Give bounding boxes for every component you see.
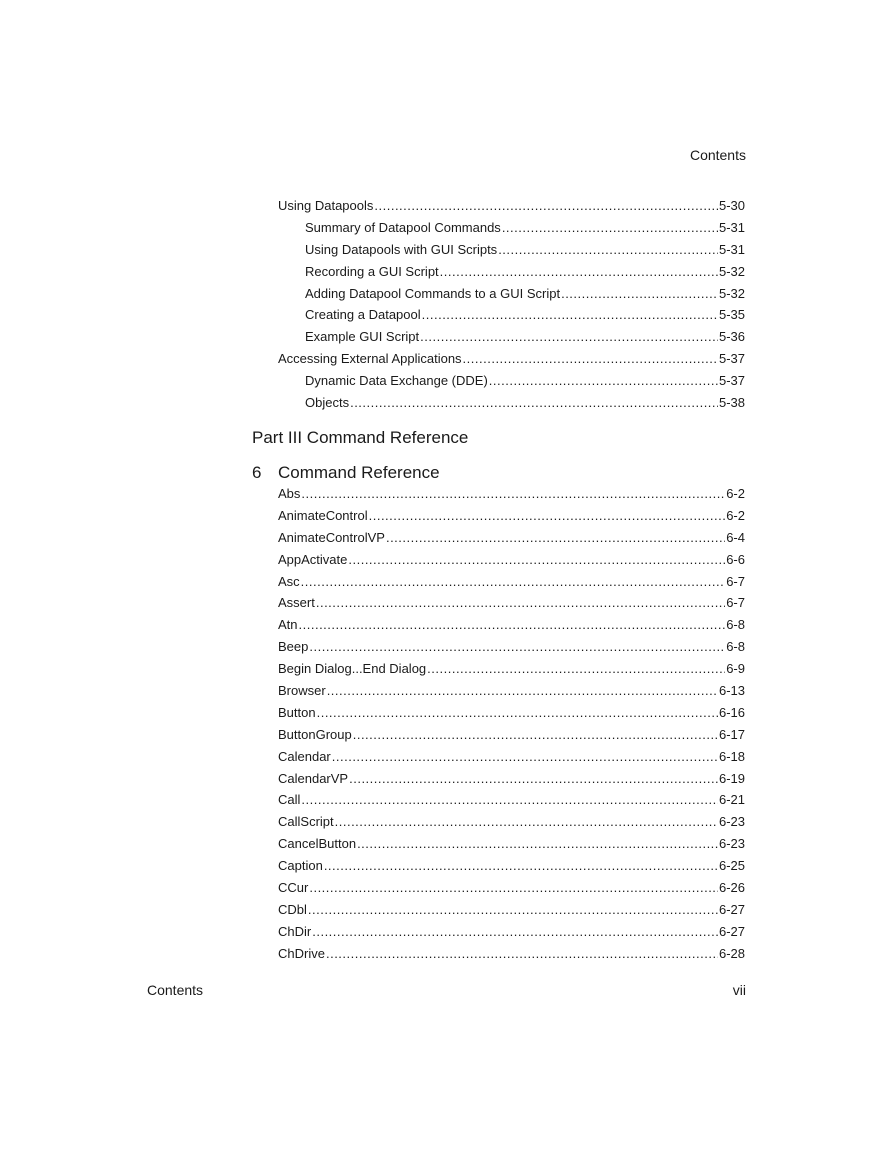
dot-leader bbox=[301, 792, 718, 807]
dot-leader bbox=[489, 373, 718, 388]
toc-entry-page: 5-31 bbox=[718, 241, 745, 257]
toc-entry-page: 6-27 bbox=[718, 901, 745, 917]
toc-entry[interactable] bbox=[278, 198, 745, 220]
dot-leader bbox=[502, 220, 718, 235]
toc-entry-title: CancelButton bbox=[278, 836, 357, 852]
dot-leader bbox=[440, 264, 718, 279]
footer-label: Contents bbox=[147, 982, 204, 998]
toc-entry-page: 6-6 bbox=[726, 551, 745, 567]
dot-leader bbox=[374, 198, 718, 213]
toc-entry-page: 6-16 bbox=[718, 704, 745, 720]
toc-entry-page: 5-32 bbox=[718, 285, 745, 301]
toc-entry-title: Summary of Datapool Commands bbox=[305, 219, 501, 235]
toc-entry-page: 6-13 bbox=[718, 683, 745, 699]
toc-entry-title: Browser bbox=[278, 683, 326, 699]
toc-entry[interactable] bbox=[278, 220, 745, 242]
chapter-number: 6 bbox=[252, 463, 262, 482]
dot-leader bbox=[357, 836, 718, 851]
toc-entry-title: Using Datapools bbox=[278, 198, 374, 213]
toc-entry-page: 6-27 bbox=[718, 923, 745, 939]
toc-section-list bbox=[278, 198, 745, 417]
toc-entry[interactable] bbox=[278, 286, 745, 308]
toc-entry[interactable] bbox=[278, 836, 745, 858]
toc-entry[interactable] bbox=[278, 661, 745, 683]
toc-entry[interactable] bbox=[278, 792, 745, 814]
toc-entry-title: Creating a Datapool bbox=[305, 307, 421, 323]
toc-entry[interactable] bbox=[278, 242, 745, 264]
toc-entry-page: 5-31 bbox=[718, 219, 745, 235]
toc-entry[interactable] bbox=[278, 705, 745, 727]
dot-leader bbox=[312, 924, 718, 939]
toc-entry-title: CalendarVP bbox=[278, 770, 349, 786]
toc-entry[interactable] bbox=[278, 329, 745, 351]
toc-entry[interactable] bbox=[278, 946, 745, 968]
toc-entry-page: 6-25 bbox=[718, 858, 745, 874]
toc-entry[interactable] bbox=[278, 727, 745, 749]
dot-leader bbox=[309, 639, 725, 654]
toc-entry-title: AppActivate bbox=[278, 551, 348, 567]
toc-entry-title: CDbl bbox=[278, 901, 307, 917]
toc-entry-title: Accessing External Applications bbox=[278, 351, 462, 367]
toc-entry-page: 6-7 bbox=[726, 595, 745, 611]
toc-entry-title: Begin Dialog...End Dialog bbox=[278, 661, 427, 677]
toc-entry-title: ButtonGroup bbox=[278, 726, 352, 742]
toc-entry[interactable] bbox=[278, 530, 745, 552]
toc-entry[interactable] bbox=[278, 880, 745, 902]
dot-leader bbox=[299, 617, 726, 632]
toc-entry-page: 5-30 bbox=[718, 198, 745, 213]
toc-entry[interactable] bbox=[278, 858, 745, 880]
toc-entry-title: Button bbox=[278, 704, 316, 720]
dot-leader bbox=[332, 749, 718, 764]
dot-leader bbox=[301, 574, 726, 589]
toc-entry-title: Beep bbox=[278, 639, 309, 655]
toc-entry-title: Using Datapools with GUI Scripts bbox=[305, 241, 498, 257]
dot-leader bbox=[317, 705, 718, 720]
toc-entry-title: Adding Datapool Commands to a GUI Script bbox=[305, 285, 561, 301]
footer-page-number: vii bbox=[732, 982, 746, 998]
toc-entry[interactable] bbox=[278, 307, 745, 329]
toc-entry-title: Caption bbox=[278, 858, 323, 874]
dot-leader bbox=[422, 307, 718, 322]
toc-entry[interactable] bbox=[278, 552, 745, 574]
toc-entry-page: 6-23 bbox=[718, 836, 745, 852]
toc-entry-page: 6-26 bbox=[718, 880, 745, 896]
dot-leader bbox=[301, 486, 725, 501]
dot-leader bbox=[498, 242, 718, 257]
toc-entry-page: 6-21 bbox=[718, 792, 745, 808]
dot-leader bbox=[386, 530, 725, 545]
dot-leader bbox=[324, 858, 718, 873]
toc-entry-page: 5-32 bbox=[718, 263, 745, 279]
toc-entry-title: Abs bbox=[278, 486, 301, 501]
dot-leader bbox=[327, 683, 718, 698]
toc-entry[interactable] bbox=[278, 771, 745, 793]
toc-entry-title: Objects bbox=[305, 395, 350, 411]
toc-entry-page: 6-19 bbox=[718, 770, 745, 786]
toc-entry-page: 5-35 bbox=[718, 307, 745, 323]
toc-entry-page: 6-4 bbox=[726, 529, 745, 545]
toc-entry[interactable] bbox=[278, 373, 745, 395]
dot-leader bbox=[326, 946, 718, 961]
toc-entry[interactable] bbox=[278, 508, 745, 530]
toc-entry-page: 6-17 bbox=[718, 726, 745, 742]
toc-entry[interactable] bbox=[278, 264, 745, 286]
toc-entry-page: 5-38 bbox=[718, 395, 745, 411]
toc-entry-title: ChDrive bbox=[278, 945, 325, 961]
toc-entry-page: 5-36 bbox=[718, 329, 745, 345]
toc-entry-page: 6-8 bbox=[726, 639, 745, 655]
dot-leader bbox=[463, 351, 718, 366]
dot-leader bbox=[308, 902, 718, 917]
toc-entry-title: AnimateControlVP bbox=[278, 529, 385, 545]
chapter-heading bbox=[252, 463, 440, 483]
dot-leader bbox=[369, 508, 726, 523]
dot-leader bbox=[316, 595, 725, 610]
toc-entry[interactable] bbox=[278, 814, 745, 836]
toc-entry-page: 5-37 bbox=[718, 373, 745, 389]
toc-entry-page: 6-9 bbox=[726, 661, 745, 677]
toc-entry-title: Dynamic Data Exchange (DDE) bbox=[305, 373, 488, 389]
part-heading: Part III Command Reference bbox=[252, 428, 469, 447]
dot-leader bbox=[561, 286, 718, 301]
chapter-title: Command Reference bbox=[278, 463, 440, 482]
toc-entry[interactable] bbox=[278, 617, 745, 639]
toc-entry-page: 6-18 bbox=[718, 748, 745, 764]
toc-entry-title: ChDir bbox=[278, 923, 312, 939]
toc-entry-title: Atn bbox=[278, 617, 298, 633]
toc-entry[interactable] bbox=[278, 639, 745, 661]
toc-entry-title: AnimateControl bbox=[278, 507, 368, 523]
toc-entry-title: CCur bbox=[278, 880, 309, 896]
toc-entry[interactable] bbox=[278, 574, 745, 596]
dot-leader bbox=[335, 814, 718, 829]
toc-chapter-list bbox=[278, 486, 745, 968]
dot-leader bbox=[350, 395, 718, 410]
toc-entry-title: Asc bbox=[278, 573, 300, 589]
dot-leader bbox=[309, 880, 718, 895]
toc-entry-page: 6-2 bbox=[726, 486, 745, 501]
toc-entry-title: Call bbox=[278, 792, 301, 808]
dot-leader bbox=[349, 771, 718, 786]
dot-leader bbox=[420, 329, 718, 344]
toc-entry[interactable] bbox=[278, 749, 745, 771]
toc-entry-title: Recording a GUI Script bbox=[305, 263, 439, 279]
toc-entry[interactable] bbox=[278, 351, 745, 373]
toc-entry-page: 6-23 bbox=[718, 814, 745, 830]
toc-entry[interactable] bbox=[278, 395, 745, 417]
toc-entry-title: Calendar bbox=[278, 748, 331, 764]
toc-entry-title: CallScript bbox=[278, 814, 334, 830]
toc-entry[interactable] bbox=[278, 902, 745, 924]
toc-entry[interactable] bbox=[278, 595, 745, 617]
toc-entry-page: 6-8 bbox=[726, 617, 745, 633]
toc-entry[interactable] bbox=[278, 683, 745, 705]
toc-entry-title: Example GUI Script bbox=[305, 329, 420, 345]
dot-leader bbox=[348, 552, 725, 567]
dot-leader bbox=[353, 727, 718, 742]
toc-entry-page: 6-28 bbox=[718, 945, 745, 961]
toc-entry-page: 6-2 bbox=[726, 507, 745, 523]
running-head: Contents bbox=[689, 147, 746, 163]
toc-entry-page: 6-7 bbox=[726, 573, 745, 589]
toc-entry-page: 5-37 bbox=[718, 351, 745, 367]
toc-entry[interactable] bbox=[278, 486, 745, 508]
toc-entry[interactable] bbox=[278, 924, 745, 946]
dot-leader bbox=[427, 661, 725, 676]
toc-entry-title: Assert bbox=[278, 595, 315, 611]
